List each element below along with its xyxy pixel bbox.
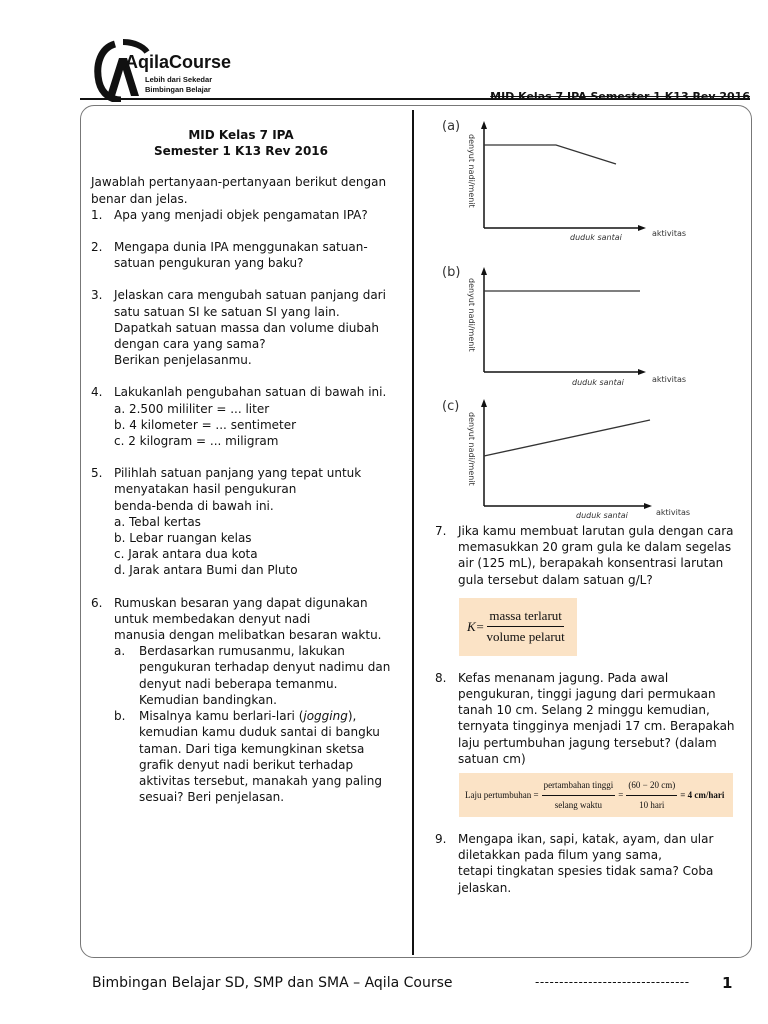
question-number: 4. xyxy=(91,385,103,400)
graph-y-label: denyut nadi/menit xyxy=(467,278,476,352)
sub-question-a xyxy=(114,643,391,708)
graph-y-label: denyut nadi/menit xyxy=(467,412,476,486)
graph-x-label: aktivitas xyxy=(652,375,687,384)
header-doc-title: MID Kelas 7 IPA Semester 1 K13 Rev 2016 xyxy=(490,90,750,103)
question-number: 3. xyxy=(91,288,103,303)
y-axis-arrow xyxy=(481,267,487,275)
formula-numerator: pertambahan tinggi xyxy=(542,777,616,795)
graph-letter: (c) xyxy=(442,399,460,414)
question-7 xyxy=(435,523,735,588)
y-axis-arrow xyxy=(481,399,487,407)
question-number: 5. xyxy=(91,466,103,481)
question-5 xyxy=(91,465,391,578)
question-number: 1. xyxy=(91,207,103,222)
graph-letter: (a) xyxy=(442,119,461,134)
question-9 xyxy=(435,831,735,896)
x-axis-arrow xyxy=(638,369,646,375)
y-axis-arrow xyxy=(481,121,487,129)
formula-denominator: volume pelarut xyxy=(486,629,565,645)
question-number: 8. xyxy=(435,670,447,685)
formula-denominator: selang waktu xyxy=(554,799,603,810)
formula-lhs: K= xyxy=(467,618,485,634)
sub-question-text xyxy=(139,708,391,805)
question-text: Pilihlah satuan panjang yang tepat untuk xyxy=(114,466,362,481)
question-option: c. 2 kilogram = ... miligram xyxy=(114,434,279,449)
logo-tagline: Lebih dari Sekedar xyxy=(145,75,213,84)
graph-x-label-italic: duduk santai xyxy=(576,511,628,520)
question-option: b. Lebar ruangan kelas xyxy=(114,531,252,546)
page-number: 1 xyxy=(722,974,733,992)
jogging-term: jogging xyxy=(303,709,348,724)
question-6 xyxy=(91,595,391,806)
x-axis-arrow xyxy=(644,503,652,509)
question-text: Mengapa dunia IPA menggunakan satuan-satuan pengukuran yang baku? xyxy=(114,240,368,271)
sub-question-b xyxy=(114,708,391,805)
question-text: Jelaskan cara mengubah satuan panjang dari satu satuan SI ke satuan SI yang lain. Dapatkah satuan massa dan volume diubah dengan cara yang sama? xyxy=(114,288,386,352)
graph-a xyxy=(440,116,700,246)
formula-lhs: Laju pertumbuhan = xyxy=(465,789,539,800)
sub-question-text: Berdasarkan rumusanmu, lakukan pengukuran terhadap denyut nadimu dan denyut nadi beberapa temanmu. Kemudian bandingkan. xyxy=(139,644,391,707)
logo-tagline-2: Bimbingan Belajar xyxy=(145,85,211,94)
footer-text: Bimbingan Belajar SD, SMP dan SMA – Aqila Course xyxy=(92,975,453,991)
formula-denominator: 10 hari xyxy=(639,799,665,810)
question-text: benda-benda di bawah ini. xyxy=(114,498,274,513)
column-divider xyxy=(412,110,414,955)
question-text: Lakukanlah pengubahan satuan di bawah ini. xyxy=(114,385,387,400)
formula-fraction xyxy=(626,777,677,812)
formula-equals: = xyxy=(618,789,624,800)
exam-title-line-1: MID Kelas 7 IPA xyxy=(188,128,294,142)
question-option: a. 2.500 mililiter = ... liter xyxy=(114,401,270,416)
sub-question-text-part: Misalnya kamu berlari-lari ( xyxy=(139,709,304,724)
graph-y-label: denyut nadi/menit xyxy=(467,134,476,208)
question-text: untuk membedakan denyut nadi xyxy=(114,611,311,626)
question-text: Jika kamu membuat larutan gula dengan cara memasukkan 20 gram gula ke dalam segelas air (125 mL), berapakah konsentrasi larutan gula tersebut dalam satuan g/L? xyxy=(458,524,734,587)
exam-title xyxy=(91,127,391,159)
formula-numerator: (60 − 20 cm) xyxy=(626,777,677,795)
graph-x-label-italic: duduk santai xyxy=(572,378,624,387)
question-option: a. Tebal kertas xyxy=(114,514,201,529)
graph-x-label: aktivitas xyxy=(652,229,687,238)
question-text: Apa yang menjadi objek pengamatan IPA? xyxy=(114,207,368,222)
pulse-line xyxy=(484,420,650,456)
formula-numerator: massa terlarut xyxy=(487,608,564,627)
question-8 xyxy=(435,670,735,767)
growth-rate-formula xyxy=(459,773,733,817)
formula-result: = 4 cm/hari xyxy=(680,789,725,800)
graph-c xyxy=(440,394,700,524)
question-text: menyatakan hasil pengukuran xyxy=(114,482,297,497)
question-2 xyxy=(91,239,391,271)
question-text: Mengapa ikan, sapi, katak, ayam, dan ular diletakkan pada filum yang sama, xyxy=(458,832,714,863)
question-number: 9. xyxy=(435,832,447,847)
graph-x-label-italic: duduk santai xyxy=(570,233,622,242)
sub-question-label: a. xyxy=(114,644,126,659)
instructions: Jawablah pertanyaan-pertanyaan berikut dengan benar dan jelas. xyxy=(91,175,387,206)
formula-fraction xyxy=(542,777,616,812)
question-number: 2. xyxy=(91,240,103,255)
question-option: d. Jarak antara Bumi dan Pluto xyxy=(114,563,298,578)
question-3 xyxy=(91,287,391,368)
graph-b xyxy=(440,262,700,392)
question-number: 6. xyxy=(91,595,103,610)
footer-dashes: -------------------------------- xyxy=(535,975,690,989)
question-text: tetapi tingkatan spesies tidak sama? Coba jelaskan. xyxy=(458,864,714,895)
question-text: Berikan penjelasanmu. xyxy=(114,353,252,368)
aqila-course-logo xyxy=(93,38,233,102)
sub-question-text-part: ), kemudian kamu duduk santai di bangku taman. Dari tiga kemungkinan sketsa grafik denyut nadi berikut terhadap aktivitas tersebut, manakah yang paling sesuai? Beri penjelasan. xyxy=(139,709,382,805)
concentration-formula xyxy=(459,598,577,656)
question-text: Rumuskan besaran yang dapat digunakan xyxy=(114,595,368,610)
question-number: 7. xyxy=(435,524,447,538)
question-text: Kefas menanam jagung. Pada awal pengukuran, tinggi jagung dari permukaan tanah 10 cm. Selang 2 minggu kemudian, ternyata tingginya menjadi 17 cm. Berapakah laju pertumbuhan jagung tersebut? (dalam satuan cm) xyxy=(458,670,735,766)
x-axis-arrow xyxy=(638,225,646,231)
graph-letter: (b) xyxy=(442,265,461,280)
left-column xyxy=(91,127,391,805)
question-text: manusia dengan melibatkan besaran waktu. xyxy=(114,628,382,643)
question-4 xyxy=(91,384,391,449)
pulse-line xyxy=(484,145,616,164)
right-column xyxy=(435,523,735,896)
question-option: c. Jarak antara dua kota xyxy=(114,547,258,562)
question-1 xyxy=(91,207,391,223)
graph-x-label: aktivitas xyxy=(656,508,691,517)
exam-title-line-2: Semester 1 K13 Rev 2016 xyxy=(153,144,329,159)
sub-question-label: b. xyxy=(114,709,126,724)
logo-name: AqilaCourse xyxy=(125,52,232,72)
formula-fraction xyxy=(486,608,564,645)
question-option: b. 4 kilometer = ... sentimeter xyxy=(114,417,297,432)
